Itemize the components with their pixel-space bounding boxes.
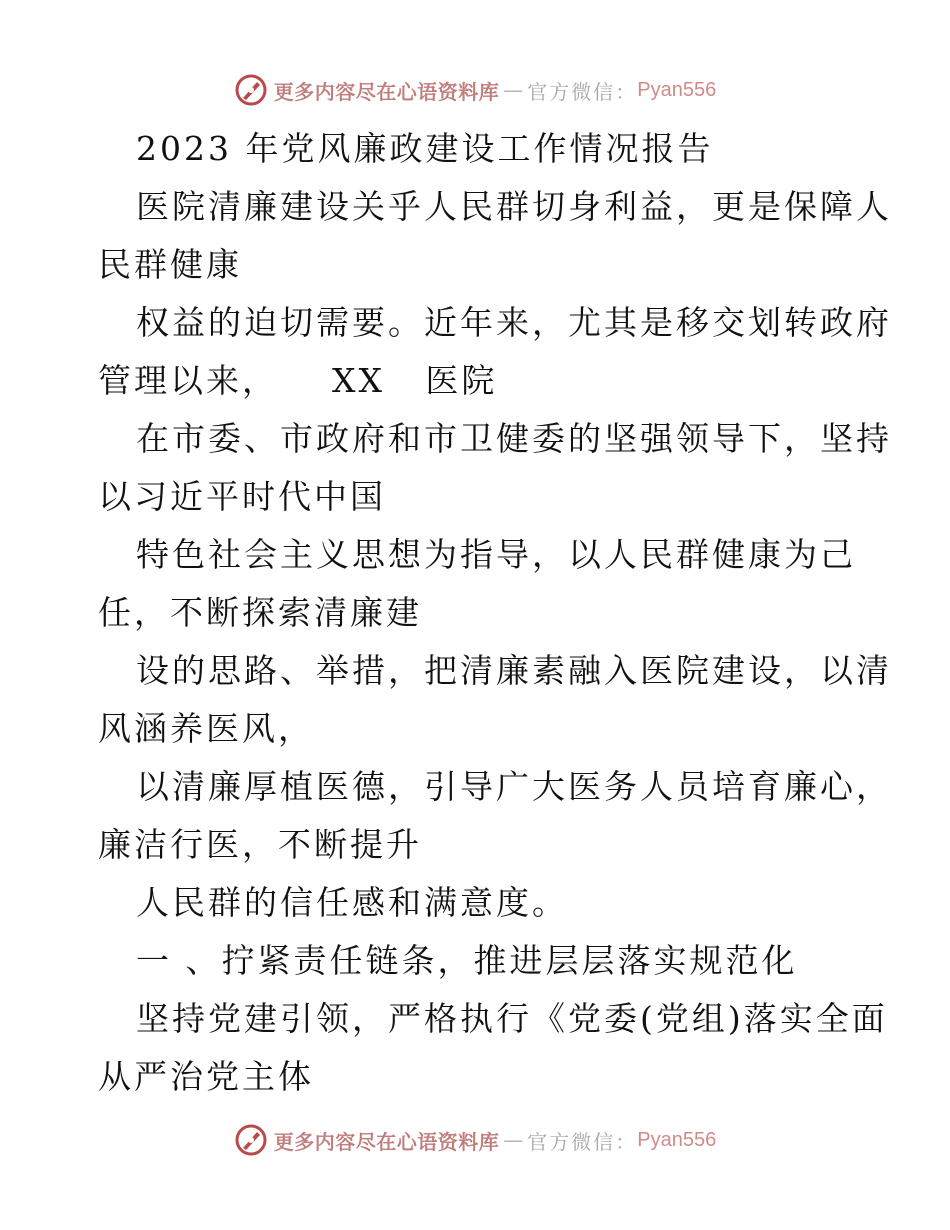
banner-dash: — — [503, 1128, 524, 1152]
paragraph-line: 风涵养医风， — [98, 709, 314, 748]
footer-watermark-banner — [0, 1118, 950, 1162]
paragraph-line: 在市委、市政府和市卫健委的坚强领导下，坚持 — [136, 419, 892, 458]
paragraph-line: 医院清廉建设关乎人民群切身利益，更是保障人 — [136, 187, 892, 226]
paragraph-line: 廉洁行医，不断提升 — [98, 825, 422, 864]
paragraph-line: 设的思路、举措，把清廉素融入医院建设，以清 — [136, 651, 892, 690]
banner-main-text: 更多内容尽在心语资料库 — [273, 1129, 500, 1154]
banner-official-label: 官方微信： — [527, 79, 638, 104]
banner-handle: Pyan556 — [637, 78, 717, 101]
header-watermark-banner — [0, 68, 950, 112]
banner-handle: Pyan556 — [637, 1128, 717, 1151]
paragraph-line: 坚持党建引领，严格执行《党委(党组)落实全面 — [136, 999, 888, 1038]
paragraph-line: 以清廉厚植医德，引导广大医务人员培育廉心， — [136, 767, 892, 806]
paragraph-line: 权益的迫切需要。近年来，尤其是移交划转政府 — [136, 303, 892, 342]
banner-official-label: 官方微信： — [527, 1129, 638, 1154]
paragraph-line: 特色社会主义思想为指导，以人民群健康为己 — [136, 535, 856, 574]
banner-main-text: 更多内容尽在心语资料库 — [273, 79, 500, 104]
document-body — [98, 120, 892, 1106]
pen-circle-logo-icon — [234, 73, 268, 107]
pen-circle-logo-icon — [234, 1123, 268, 1157]
document-title: 2023 年党风廉政建设工作情况报告 — [136, 129, 714, 168]
paragraph-line: 从严治党主体 — [98, 1057, 314, 1096]
paragraph-line: 任，不断探索清廉建 — [98, 593, 422, 632]
paragraph-line: 民群健康 — [98, 245, 242, 284]
paragraph-line: 人民群的信任感和满意度。 — [136, 883, 568, 922]
paragraph-line: 以习近平时代中国 — [98, 477, 386, 516]
section-heading: 一 、拧紧责任链条，推进层层落实规范化 — [136, 941, 798, 980]
paragraph-line: 管理以来， XX 医院 — [98, 361, 498, 400]
banner-dash: — — [503, 78, 524, 102]
